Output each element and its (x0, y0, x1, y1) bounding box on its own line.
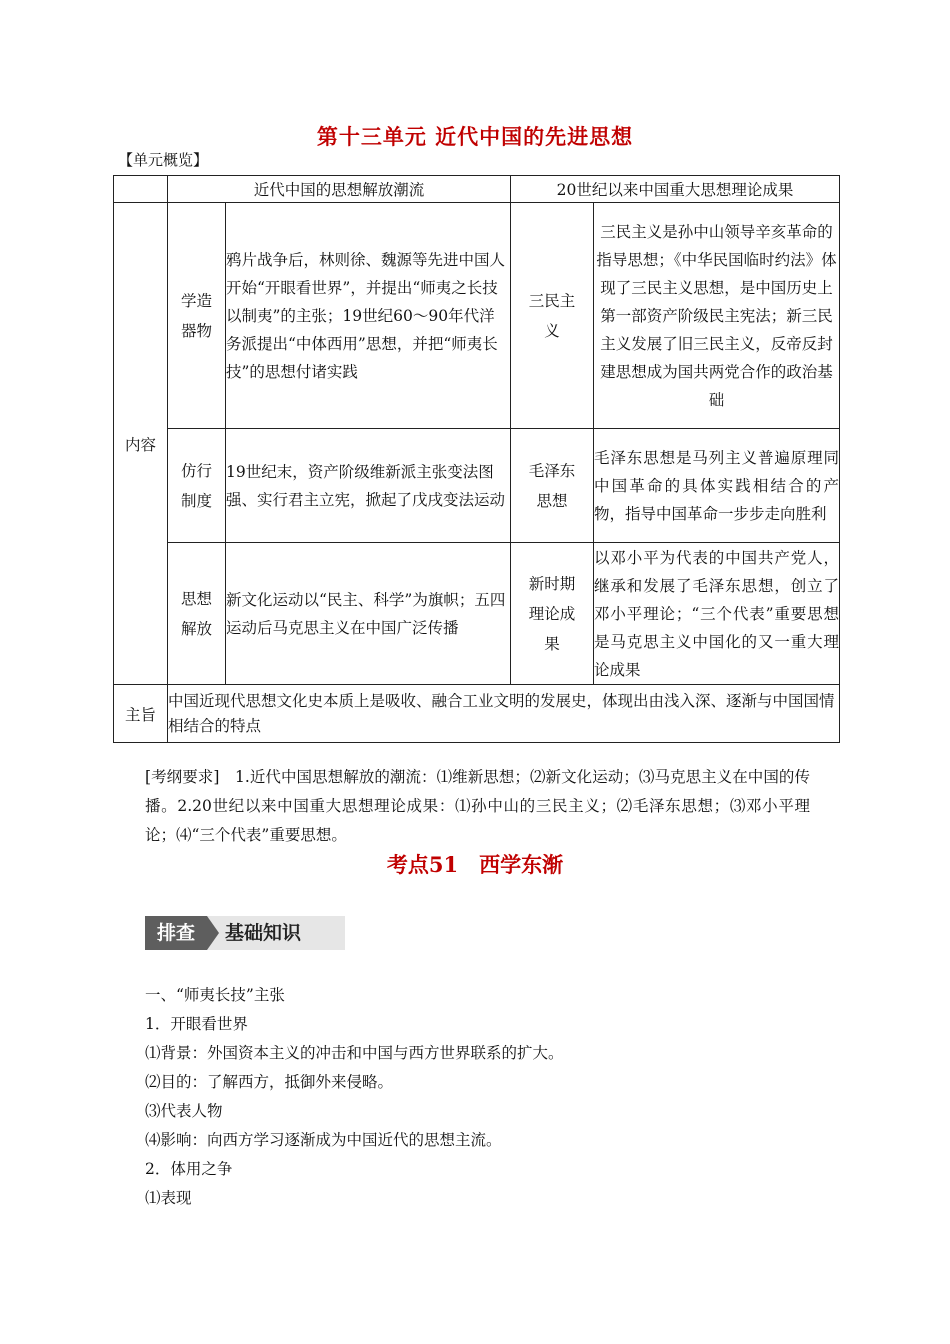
content-label: 内容 (114, 203, 168, 685)
banner-arrow-icon (207, 916, 219, 950)
table-row (114, 543, 840, 685)
category-cell: 仿行 制度 (168, 429, 226, 543)
content-line: ⑶代表人物 (145, 1102, 223, 1120)
content-line: ⑴背景：外国资本主义的冲击和中国与西方世界联系的扩大。 (145, 1044, 564, 1062)
theory-cell: 新时期 理论成 果 (511, 543, 594, 685)
right-text-cell: 以邓小平为代表的中国共产党人，继承和发展了毛泽东思想，创立了邓小平理论；“三个代表”重要思想是马克思主义中国化的又一重大理论成果 (594, 543, 840, 685)
point-title: 考点51 西学东渐 (386, 852, 564, 877)
section-banner (145, 916, 345, 950)
unit-title: 第十三单元 近代中国的先进思想 (316, 124, 634, 149)
content-line: 2．体用之争 (145, 1160, 233, 1178)
theme-label: 主旨 (114, 685, 168, 743)
table-row (114, 429, 840, 543)
theme-row (114, 685, 840, 743)
content-line: ⑴表现 (145, 1189, 192, 1207)
left-text-cell: 新文化运动以“民主、科学”为旗帜；五四运动后马克思主义在中国广泛传播 (226, 543, 511, 685)
theory-cell: 三民主 义 (511, 203, 594, 429)
header-left: 近代中国的思想解放潮流 (168, 176, 511, 203)
category-cell: 思想 解放 (168, 543, 226, 685)
banner-tag: 排查 (156, 922, 195, 944)
left-text-cell: 19世纪末，资产阶级维新派主张变法图强、实行君主立宪，掀起了戊戌变法运动 (226, 429, 511, 543)
table-header-row (114, 176, 840, 203)
right-text-cell: 毛泽东思想是马列主义普遍原理同中国革命的具体实践相结合的产物，指导中国革命一步步走向胜利 (594, 429, 840, 543)
header-empty-cell (114, 176, 168, 203)
content-line: ⑷影响：向西方学习逐渐成为中国近代的思想主流。 (145, 1131, 502, 1149)
content-line: 一、“师夷长技”主张 (145, 986, 285, 1004)
content-line: 1．开眼看世界 (145, 1015, 248, 1033)
table-row (114, 203, 840, 429)
right-text-cell: 三民主义是孙中山领导辛亥革命的指导思想；《中华民国临时约法》体现了三民主义思想，是中国历史上第一部资产阶级民主宪法；新三民主义发展了旧三民主义，反帝反封建思想成为国共两党合作的政治基础 (594, 203, 840, 429)
left-text-cell: 鸦片战争后，林则徐、魏源等先进中国人开始“开眼看世界”，并提出“师夷之长技以制夷”的主张；19世纪60～90年代洋务派提出“中体西用”思想，并把“师夷长技”的思想付诸实践 (226, 203, 511, 429)
theme-text: 中国近现代思想文化史本质上是吸收、融合工业文明的发展史，体现出由浅入深、逐渐与中国国情相结合的特点 (168, 685, 840, 743)
overview-label: 【单元概览】 (118, 151, 209, 169)
content-line: ⑵目的：了解西方，抵御外来侵略。 (145, 1073, 394, 1091)
header-right: 20世纪以来中国重大思想理论成果 (511, 176, 840, 203)
theory-cell: 毛泽东 思想 (511, 429, 594, 543)
overview-table (113, 175, 840, 743)
banner-text: 基础知识 (225, 922, 302, 944)
category-cell: 学造 器物 (168, 203, 226, 429)
content-list (145, 981, 825, 1213)
exam-requirements: [考纲要求] 1.近代中国思想解放的潮流：⑴维新思想；⑵新文化运动；⑶马克思主义在中国的传播。2.20世纪以来中国重大思想理论成果：⑴孙中山的三民主义；⑵毛泽东思想；⑶邓小平理论；⑷“三个代表”重要思想。 (145, 768, 810, 844)
